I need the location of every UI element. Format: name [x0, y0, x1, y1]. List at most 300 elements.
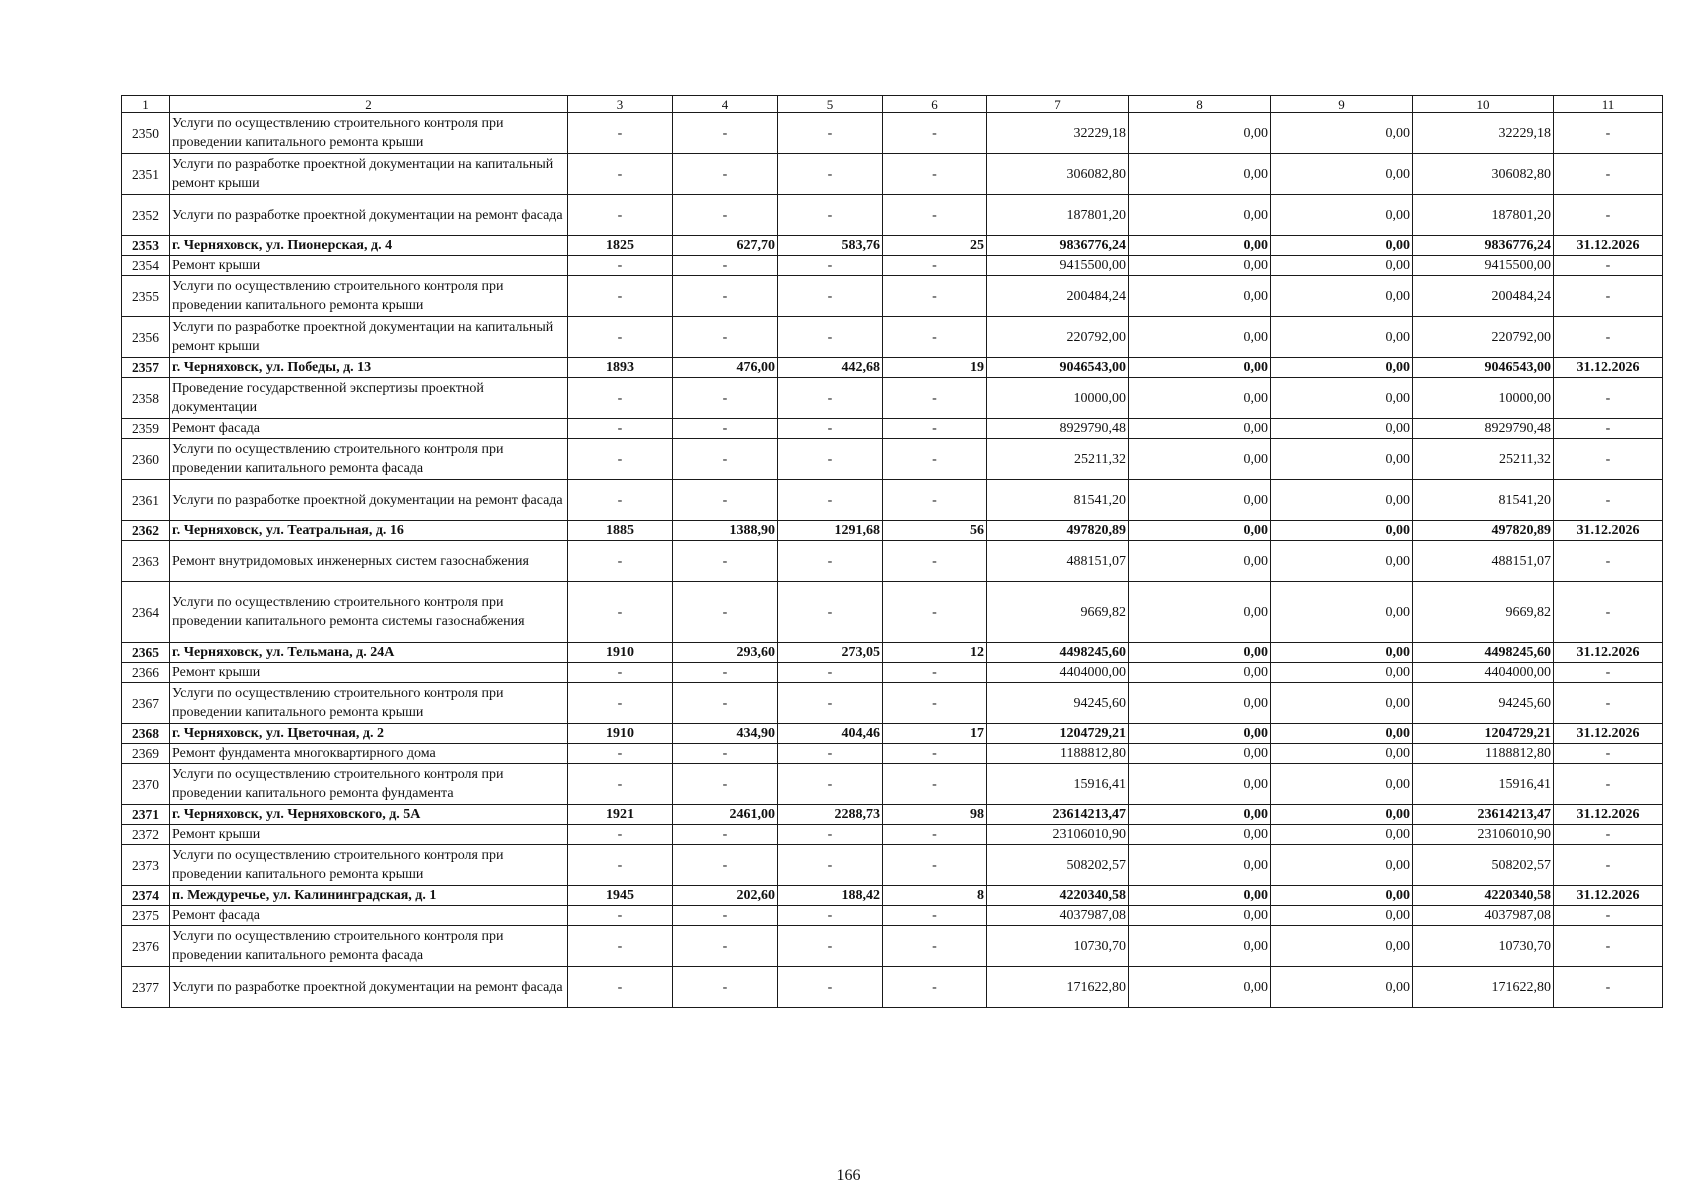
cell-fund-amount: 0,00	[1129, 195, 1271, 236]
cell-row-index: 2362	[122, 521, 170, 541]
cell-item-name: г. Черняховск, ул. Тельмана, д. 24А	[170, 643, 568, 663]
cell-total-area: 2461,00	[673, 805, 778, 825]
work-row	[122, 113, 1663, 154]
address-row	[122, 236, 1663, 256]
cell-deadline: -	[1554, 113, 1663, 154]
cell-build-year: -	[568, 480, 673, 521]
cell-total-cost: 25211,32	[987, 439, 1129, 480]
cell-residents: -	[883, 926, 987, 967]
cell-item-name: Услуги по осуществлению строительного контроля при проведении капитального ремонта крыши	[170, 276, 568, 317]
cell-residents: 8	[883, 886, 987, 906]
cell-row-index: 2375	[122, 906, 170, 926]
cell-build-year: 1825	[568, 236, 673, 256]
cell-row-index: 2372	[122, 825, 170, 845]
cell-total-cost: 9669,82	[987, 582, 1129, 643]
cell-total-area: 434,90	[673, 724, 778, 744]
cell-row-index: 2366	[122, 663, 170, 683]
cell-other-sources: 0,00	[1271, 663, 1413, 683]
cell-residents: -	[883, 683, 987, 724]
cell-deadline: -	[1554, 825, 1663, 845]
cell-deadline: -	[1554, 419, 1663, 439]
cell-build-year: -	[568, 317, 673, 358]
cell-capital-repair-fund: 9669,82	[1413, 582, 1554, 643]
cell-other-sources: 0,00	[1271, 439, 1413, 480]
cell-fund-amount: 0,00	[1129, 419, 1271, 439]
work-row	[122, 154, 1663, 195]
cell-total-area: 476,00	[673, 358, 778, 378]
cell-residents: -	[883, 825, 987, 845]
cell-residential-area: -	[778, 582, 883, 643]
cell-deadline: -	[1554, 906, 1663, 926]
page-number: 166	[836, 1167, 861, 1184]
cell-total-cost: 4498245,60	[987, 643, 1129, 663]
cell-build-year: -	[568, 683, 673, 724]
cell-total-cost: 1204729,21	[987, 724, 1129, 744]
cell-build-year: -	[568, 663, 673, 683]
cell-total-area: 1388,90	[673, 521, 778, 541]
cell-build-year: -	[568, 276, 673, 317]
cell-residents: -	[883, 663, 987, 683]
cell-item-name: Услуги по осуществлению строительного контроля при проведении капитального ремонта крыши	[170, 845, 568, 886]
cell-build-year: -	[568, 419, 673, 439]
address-row	[122, 643, 1663, 663]
cell-capital-repair-fund: 1204729,21	[1413, 724, 1554, 744]
cell-other-sources: 0,00	[1271, 967, 1413, 1008]
cell-build-year: 1885	[568, 521, 673, 541]
cell-capital-repair-fund: 1188812,80	[1413, 744, 1554, 764]
cell-build-year: -	[568, 825, 673, 845]
cell-capital-repair-fund: 94245,60	[1413, 683, 1554, 724]
cell-residents: 19	[883, 358, 987, 378]
cell-residents: -	[883, 317, 987, 358]
cell-item-name: Проведение государственной экспертизы проектной документации	[170, 378, 568, 419]
cell-capital-repair-fund: 171622,80	[1413, 967, 1554, 1008]
cell-other-sources: 0,00	[1271, 886, 1413, 906]
cell-total-area: -	[673, 154, 778, 195]
cell-total-cost: 81541,20	[987, 480, 1129, 521]
cell-item-name: Ремонт крыши	[170, 825, 568, 845]
cell-build-year: -	[568, 744, 673, 764]
cell-residential-area: -	[778, 378, 883, 419]
cell-total-area: -	[673, 845, 778, 886]
cell-fund-amount: 0,00	[1129, 663, 1271, 683]
cell-deadline: -	[1554, 480, 1663, 521]
cell-deadline: -	[1554, 256, 1663, 276]
cell-total-area: -	[673, 541, 778, 582]
cell-deadline: 31.12.2026	[1554, 805, 1663, 825]
address-row	[122, 805, 1663, 825]
cell-residents: -	[883, 480, 987, 521]
cell-residential-area: 442,68	[778, 358, 883, 378]
cell-build-year: -	[568, 439, 673, 480]
address-row	[122, 521, 1663, 541]
cell-fund-amount: 0,00	[1129, 764, 1271, 805]
cell-total-area: -	[673, 480, 778, 521]
work-row	[122, 744, 1663, 764]
cell-fund-amount: 0,00	[1129, 967, 1271, 1008]
cell-total-area: -	[673, 276, 778, 317]
cell-row-index: 2371	[122, 805, 170, 825]
cell-item-name: г. Черняховск, ул. Театральная, д. 16	[170, 521, 568, 541]
cell-residents: -	[883, 764, 987, 805]
col-number-11: 11	[1554, 96, 1663, 113]
capital-repair-table	[121, 95, 1663, 1008]
cell-other-sources: 0,00	[1271, 582, 1413, 643]
cell-capital-repair-fund: 187801,20	[1413, 195, 1554, 236]
cell-capital-repair-fund: 4404000,00	[1413, 663, 1554, 683]
cell-other-sources: 0,00	[1271, 643, 1413, 663]
cell-build-year: -	[568, 764, 673, 805]
cell-deadline: -	[1554, 439, 1663, 480]
cell-fund-amount: 0,00	[1129, 541, 1271, 582]
cell-build-year: 1893	[568, 358, 673, 378]
cell-residential-area: -	[778, 154, 883, 195]
cell-capital-repair-fund: 497820,89	[1413, 521, 1554, 541]
cell-item-name: Услуги по осуществлению строительного контроля при проведении капитального ремонта крыши	[170, 683, 568, 724]
cell-total-area: -	[673, 439, 778, 480]
work-row	[122, 317, 1663, 358]
cell-total-cost: 488151,07	[987, 541, 1129, 582]
cell-residents: 98	[883, 805, 987, 825]
cell-residential-area: -	[778, 845, 883, 886]
cell-row-index: 2351	[122, 154, 170, 195]
cell-item-name: Ремонт внутридомовых инженерных систем газоснабжения	[170, 541, 568, 582]
cell-deadline: -	[1554, 683, 1663, 724]
cell-item-name: Услуги по осуществлению строительного контроля при проведении капитального ремонта фасада	[170, 926, 568, 967]
cell-row-index: 2353	[122, 236, 170, 256]
cell-fund-amount: 0,00	[1129, 317, 1271, 358]
cell-residential-area: -	[778, 967, 883, 1008]
cell-other-sources: 0,00	[1271, 683, 1413, 724]
cell-capital-repair-fund: 4498245,60	[1413, 643, 1554, 663]
cell-deadline: -	[1554, 845, 1663, 886]
cell-build-year: 1910	[568, 643, 673, 663]
cell-total-cost: 200484,24	[987, 276, 1129, 317]
cell-capital-repair-fund: 25211,32	[1413, 439, 1554, 480]
work-row	[122, 256, 1663, 276]
cell-other-sources: 0,00	[1271, 256, 1413, 276]
cell-other-sources: 0,00	[1271, 805, 1413, 825]
col-number-2: 2	[170, 96, 568, 113]
col-number-3: 3	[568, 96, 673, 113]
cell-residential-area: 188,42	[778, 886, 883, 906]
cell-residential-area: -	[778, 317, 883, 358]
cell-item-name: Услуги по осуществлению строительного контроля при проведении капитального ремонта фасада	[170, 439, 568, 480]
cell-total-area: -	[673, 926, 778, 967]
cell-total-area: -	[673, 683, 778, 724]
cell-total-area: -	[673, 256, 778, 276]
cell-fund-amount: 0,00	[1129, 886, 1271, 906]
cell-item-name: Услуги по разработке проектной документации на ремонт фасада	[170, 480, 568, 521]
cell-item-name: г. Черняховск, ул. Пионерская, д. 4	[170, 236, 568, 256]
col-number-4: 4	[673, 96, 778, 113]
cell-residents: 56	[883, 521, 987, 541]
cell-residential-area: -	[778, 764, 883, 805]
cell-row-index: 2359	[122, 419, 170, 439]
cell-build-year: -	[568, 378, 673, 419]
cell-row-index: 2370	[122, 764, 170, 805]
cell-total-cost: 9046543,00	[987, 358, 1129, 378]
work-row	[122, 541, 1663, 582]
cell-row-index: 2377	[122, 967, 170, 1008]
cell-item-name: г. Черняховск, ул. Черняховского, д. 5А	[170, 805, 568, 825]
cell-fund-amount: 0,00	[1129, 113, 1271, 154]
work-row	[122, 683, 1663, 724]
cell-total-cost: 10000,00	[987, 378, 1129, 419]
cell-residential-area: 1291,68	[778, 521, 883, 541]
cell-deadline: -	[1554, 317, 1663, 358]
cell-residential-area: -	[778, 419, 883, 439]
cell-residential-area: -	[778, 195, 883, 236]
cell-other-sources: 0,00	[1271, 276, 1413, 317]
cell-fund-amount: 0,00	[1129, 744, 1271, 764]
cell-row-index: 2354	[122, 256, 170, 276]
cell-other-sources: 0,00	[1271, 825, 1413, 845]
cell-residential-area: -	[778, 439, 883, 480]
cell-capital-repair-fund: 81541,20	[1413, 480, 1554, 521]
cell-total-area: -	[673, 582, 778, 643]
cell-build-year: -	[568, 845, 673, 886]
cell-other-sources: 0,00	[1271, 926, 1413, 967]
cell-residential-area: -	[778, 825, 883, 845]
cell-other-sources: 0,00	[1271, 195, 1413, 236]
cell-residents: 12	[883, 643, 987, 663]
cell-total-cost: 94245,60	[987, 683, 1129, 724]
cell-total-area: -	[673, 663, 778, 683]
cell-other-sources: 0,00	[1271, 845, 1413, 886]
cell-other-sources: 0,00	[1271, 113, 1413, 154]
cell-total-area: 202,60	[673, 886, 778, 906]
cell-total-cost: 23106010,90	[987, 825, 1129, 845]
cell-other-sources: 0,00	[1271, 764, 1413, 805]
work-row	[122, 663, 1663, 683]
cell-deadline: -	[1554, 926, 1663, 967]
cell-total-cost: 171622,80	[987, 967, 1129, 1008]
work-row	[122, 439, 1663, 480]
cell-build-year: -	[568, 906, 673, 926]
col-number-10: 10	[1413, 96, 1554, 113]
cell-row-index: 2358	[122, 378, 170, 419]
cell-item-name: Услуги по осуществлению строительного контроля при проведении капитального ремонта фундамента	[170, 764, 568, 805]
cell-deadline: -	[1554, 154, 1663, 195]
cell-fund-amount: 0,00	[1129, 926, 1271, 967]
cell-total-cost: 306082,80	[987, 154, 1129, 195]
cell-build-year: 1910	[568, 724, 673, 744]
cell-total-area: -	[673, 317, 778, 358]
cell-capital-repair-fund: 220792,00	[1413, 317, 1554, 358]
cell-other-sources: 0,00	[1271, 521, 1413, 541]
cell-residents: -	[883, 582, 987, 643]
cell-total-cost: 10730,70	[987, 926, 1129, 967]
cell-total-area: -	[673, 825, 778, 845]
cell-total-cost: 187801,20	[987, 195, 1129, 236]
cell-residential-area: -	[778, 663, 883, 683]
cell-fund-amount: 0,00	[1129, 276, 1271, 317]
cell-residents: -	[883, 541, 987, 582]
cell-item-name: Ремонт фасада	[170, 419, 568, 439]
cell-row-index: 2355	[122, 276, 170, 317]
cell-fund-amount: 0,00	[1129, 724, 1271, 744]
cell-total-area: -	[673, 113, 778, 154]
cell-build-year: 1921	[568, 805, 673, 825]
cell-build-year: -	[568, 113, 673, 154]
cell-total-cost: 9415500,00	[987, 256, 1129, 276]
cell-row-index: 2364	[122, 582, 170, 643]
cell-total-cost: 8929790,48	[987, 419, 1129, 439]
cell-item-name: Услуги по разработке проектной документации на ремонт фасада	[170, 195, 568, 236]
cell-deadline: -	[1554, 195, 1663, 236]
cell-total-cost: 4037987,08	[987, 906, 1129, 926]
cell-build-year: -	[568, 256, 673, 276]
cell-other-sources: 0,00	[1271, 541, 1413, 582]
work-row	[122, 967, 1663, 1008]
cell-capital-repair-fund: 488151,07	[1413, 541, 1554, 582]
cell-item-name: Ремонт фундамента многоквартирного дома	[170, 744, 568, 764]
cell-item-name: Услуги по разработке проектной документации на капитальный ремонт крыши	[170, 154, 568, 195]
work-row	[122, 906, 1663, 926]
cell-capital-repair-fund: 15916,41	[1413, 764, 1554, 805]
work-row	[122, 378, 1663, 419]
cell-residents: -	[883, 276, 987, 317]
cell-residential-area: 583,76	[778, 236, 883, 256]
cell-item-name: п. Междуречье, ул. Калининградская, д. 1	[170, 886, 568, 906]
cell-residents: -	[883, 256, 987, 276]
cell-residents: -	[883, 744, 987, 764]
cell-item-name: Услуги по осуществлению строительного контроля при проведении капитального ремонта системы газоснабжения	[170, 582, 568, 643]
cell-deadline: -	[1554, 764, 1663, 805]
cell-residents: 25	[883, 236, 987, 256]
cell-deadline: -	[1554, 582, 1663, 643]
cell-residents: -	[883, 195, 987, 236]
cell-residential-area: -	[778, 113, 883, 154]
cell-total-area: 627,70	[673, 236, 778, 256]
cell-total-area: -	[673, 764, 778, 805]
cell-other-sources: 0,00	[1271, 480, 1413, 521]
work-row	[122, 276, 1663, 317]
cell-fund-amount: 0,00	[1129, 683, 1271, 724]
cell-row-index: 2360	[122, 439, 170, 480]
cell-capital-repair-fund: 9046543,00	[1413, 358, 1554, 378]
cell-total-cost: 1188812,80	[987, 744, 1129, 764]
cell-capital-repair-fund: 508202,57	[1413, 845, 1554, 886]
cell-fund-amount: 0,00	[1129, 358, 1271, 378]
cell-other-sources: 0,00	[1271, 236, 1413, 256]
cell-row-index: 2368	[122, 724, 170, 744]
address-row	[122, 358, 1663, 378]
cell-capital-repair-fund: 8929790,48	[1413, 419, 1554, 439]
work-row	[122, 926, 1663, 967]
cell-row-index: 2367	[122, 683, 170, 724]
cell-other-sources: 0,00	[1271, 154, 1413, 195]
cell-row-index: 2357	[122, 358, 170, 378]
cell-row-index: 2365	[122, 643, 170, 663]
cell-deadline: -	[1554, 276, 1663, 317]
cell-build-year: -	[568, 541, 673, 582]
cell-item-name: Ремонт крыши	[170, 663, 568, 683]
cell-fund-amount: 0,00	[1129, 845, 1271, 886]
cell-build-year: -	[568, 195, 673, 236]
cell-residential-area: -	[778, 744, 883, 764]
cell-row-index: 2361	[122, 480, 170, 521]
cell-residents: 17	[883, 724, 987, 744]
cell-deadline: 31.12.2026	[1554, 236, 1663, 256]
cell-fund-amount: 0,00	[1129, 480, 1271, 521]
col-number-1: 1	[122, 96, 170, 113]
column-number-row	[122, 96, 1663, 113]
cell-fund-amount: 0,00	[1129, 439, 1271, 480]
cell-fund-amount: 0,00	[1129, 154, 1271, 195]
cell-total-cost: 4220340,58	[987, 886, 1129, 906]
cell-item-name: г. Черняховск, ул. Цветочная, д. 2	[170, 724, 568, 744]
cell-residential-area: -	[778, 906, 883, 926]
cell-capital-repair-fund: 306082,80	[1413, 154, 1554, 195]
cell-deadline: 31.12.2026	[1554, 886, 1663, 906]
cell-deadline: -	[1554, 663, 1663, 683]
cell-residential-area: 404,46	[778, 724, 883, 744]
work-row	[122, 845, 1663, 886]
cell-deadline: -	[1554, 378, 1663, 419]
work-row	[122, 480, 1663, 521]
cell-capital-repair-fund: 10730,70	[1413, 926, 1554, 967]
cell-other-sources: 0,00	[1271, 724, 1413, 744]
cell-fund-amount: 0,00	[1129, 825, 1271, 845]
cell-build-year: 1945	[568, 886, 673, 906]
cell-residents: -	[883, 154, 987, 195]
cell-residential-area: -	[778, 683, 883, 724]
cell-fund-amount: 0,00	[1129, 805, 1271, 825]
cell-residents: -	[883, 967, 987, 1008]
cell-other-sources: 0,00	[1271, 419, 1413, 439]
cell-item-name: Услуги по разработке проектной документации на капитальный ремонт крыши	[170, 317, 568, 358]
cell-item-name: Услуги по разработке проектной документации на ремонт фасада	[170, 967, 568, 1008]
cell-deadline: 31.12.2026	[1554, 724, 1663, 744]
cell-residential-area: -	[778, 480, 883, 521]
cell-build-year: -	[568, 154, 673, 195]
cell-item-name: Ремонт фасада	[170, 906, 568, 926]
cell-item-name: Ремонт крыши	[170, 256, 568, 276]
cell-residents: -	[883, 113, 987, 154]
cell-row-index: 2376	[122, 926, 170, 967]
cell-row-index: 2350	[122, 113, 170, 154]
cell-capital-repair-fund: 9836776,24	[1413, 236, 1554, 256]
cell-deadline: 31.12.2026	[1554, 521, 1663, 541]
cell-total-cost: 32229,18	[987, 113, 1129, 154]
cell-residential-area: -	[778, 541, 883, 582]
cell-residents: -	[883, 845, 987, 886]
cell-capital-repair-fund: 23614213,47	[1413, 805, 1554, 825]
cell-deadline: -	[1554, 967, 1663, 1008]
cell-build-year: -	[568, 926, 673, 967]
address-row	[122, 724, 1663, 744]
cell-fund-amount: 0,00	[1129, 236, 1271, 256]
table-body	[122, 96, 1663, 1008]
cell-total-cost: 23614213,47	[987, 805, 1129, 825]
cell-deadline: 31.12.2026	[1554, 358, 1663, 378]
cell-residential-area: 2288,73	[778, 805, 883, 825]
cell-capital-repair-fund: 4037987,08	[1413, 906, 1554, 926]
cell-fund-amount: 0,00	[1129, 256, 1271, 276]
cell-residential-area: -	[778, 256, 883, 276]
cell-row-index: 2369	[122, 744, 170, 764]
cell-total-area: 293,60	[673, 643, 778, 663]
cell-total-area: -	[673, 419, 778, 439]
cell-capital-repair-fund: 4220340,58	[1413, 886, 1554, 906]
cell-residential-area: -	[778, 276, 883, 317]
cell-total-area: -	[673, 744, 778, 764]
cell-row-index: 2373	[122, 845, 170, 886]
cell-total-cost: 508202,57	[987, 845, 1129, 886]
cell-deadline: -	[1554, 744, 1663, 764]
